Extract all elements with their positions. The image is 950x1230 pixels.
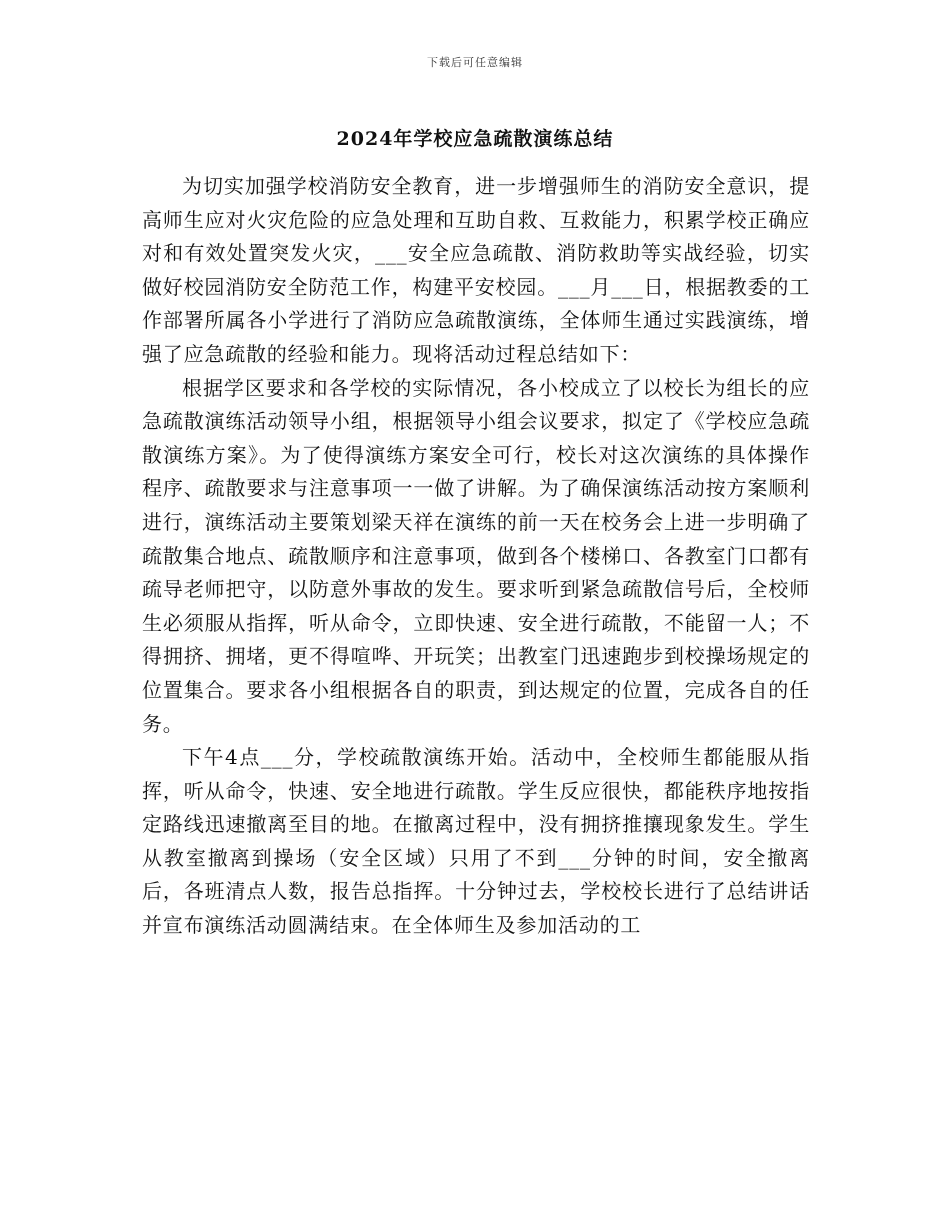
header-note: 下载后可任意编辑 — [427, 56, 523, 69]
document-title: 2024年学校应急疏散演练总结 — [336, 128, 614, 150]
paragraph: 为切实加强学校消防安全教育，进一步增强师生的消防安全意识，提高师生应对火灾危险的应急处理和互助自救、互救能力，积累学校正确应对和有效处置突发火灾，___安全应急疏散、消防救助等实战经验，切实做好校园消防安全防范工作，构建平安校园。___月___日，根据教委的工作部署所属各小学进行了消防应急疏散演练，全体师生通过实践演练，增强了应急疏散的经验和能力。现将活动过程总结如下： — [142, 174, 810, 366]
paragraph: 根据学区要求和各学校的实际情况，各小校成立了以校长为组长的应急疏散演练活动领导小组，根据领导小组会议要求，拟定了《学校应急疏散演练方案》。为了使得演练方案安全可行，校长对这次演练的具体操作程序、疏散要求与注意事项一一做了讲解。为了确保演练活动按方案顺利进行，演练活动主要策划梁天祥在演练的前一天在校务会上进一步明确了疏散集合地点、疏散顺序和注意事项，做到各个楼梯口、各教室门口都有疏导老师把守，以防意外事故的发生。要求听到紧急疏散信号后，全校师生必须服从指挥，听从命令，立即快速、安全进行疏散，不能留一人；不得拥挤、拥堵，更不得喧哗、开玩笑；出教室门迅速跑步到校操场规定的位置集合。要求各小组根据各自的职责，到达规定的位置，完成各自的任务。 — [142, 375, 810, 736]
paragraph: 下午4点___分，学校疏散演练开始。活动中，全校师生都能服从指挥，听从命令，快速、安全地进行疏散。学生反应很快，都能秩序地按指定路线迅速撤离至目的地。在撤离过程中，没有拥挤推攘现象发生。学生从教室撤离到操场（安全区域）只用了不到___分钟的时间，安全撤离后，各班清点人数，报告总指挥。十分钟过去，学校校长进行了总结讲话并宣布演练活动圆满结束。在全体师生及参加活动的工 — [142, 745, 810, 938]
document-body — [142, 170, 810, 943]
